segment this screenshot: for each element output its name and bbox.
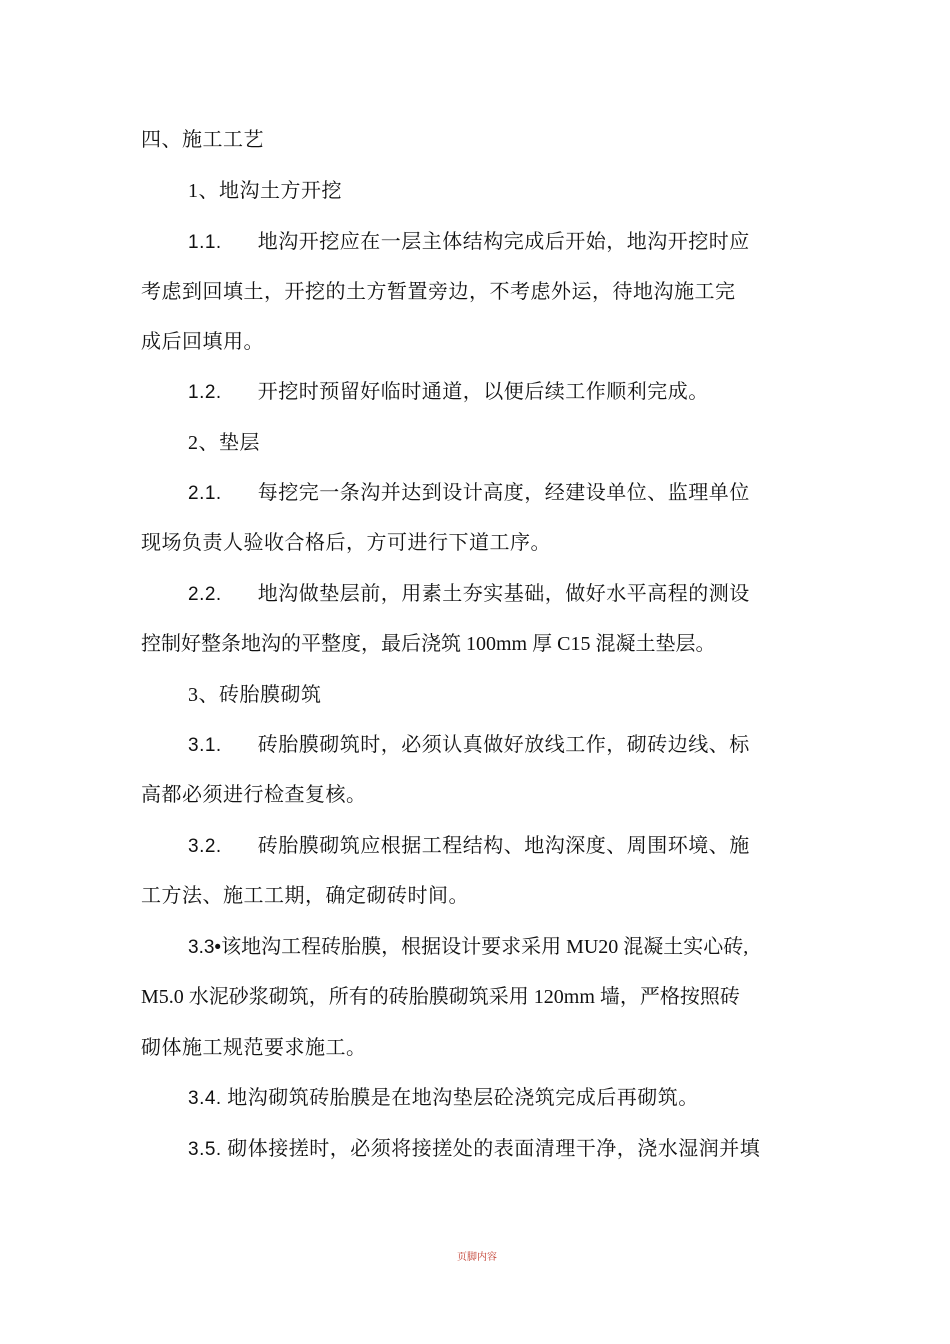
item-number: 1.1. [188, 232, 222, 253]
paragraph-3-1-line-1 [188, 731, 750, 760]
paragraph-3-4 [188, 1084, 699, 1113]
paragraph-3-5 [188, 1135, 760, 1164]
item-number: 3.5. [188, 1139, 222, 1160]
paragraph-1-1-line-2: 考虑到回填土，开挖的土方暂置旁边，不考虑外运，待地沟施工完 [141, 281, 736, 303]
item-number: 3.3• [188, 937, 222, 958]
paragraph-1-1-line-1 [188, 228, 750, 257]
paragraph-3-2-line-1 [188, 832, 750, 861]
item-number: 1.2. [188, 382, 222, 403]
paragraph-2-2-line-2: 控制好整条地沟的平整度，最后浇筑 100mm 厚 C15 混凝土垫层。 [141, 633, 716, 655]
paragraph-text: 砌体接搓时，必须将接搓处的表面清理干净，浇水湿润并填 [227, 1138, 761, 1160]
item-number: 2.1. [188, 483, 222, 504]
paragraph-text: 砖胎膜砌筑应根据工程结构、地沟深度、周围环境、施 [257, 835, 750, 857]
paragraph-3-1-line-2: 高都必须进行检查复核。 [141, 784, 367, 806]
paragraph-text: 每挖完一条沟并达到设计高度，经建设单位、监理单位 [257, 482, 750, 504]
paragraph-3-2-line-2: 工方法、施工工期，确定砌砖时间。 [141, 885, 469, 907]
subheading-brick-formwork: 3、砖胎膜砌筑 [188, 684, 322, 706]
paragraph-text: 该地沟工程砖胎膜，根据设计要求采用 MU20 混凝土实心砖, [221, 936, 749, 958]
subheading-cushion: 2、垫层 [188, 432, 260, 454]
paragraph-1-2 [188, 378, 709, 407]
paragraph-text: 开挖时预留好临时通道，以便后续工作顺利完成。 [257, 381, 709, 403]
paragraph-1-1-line-3: 成后回填用。 [141, 331, 264, 353]
paragraph-text: 砖胎膜砌筑时，必须认真做好放线工作，砌砖边线、标 [257, 734, 750, 756]
item-number: 3.4. [188, 1088, 222, 1109]
paragraph-3-3-line-3: 砌体施工规范要求施工。 [141, 1037, 367, 1059]
section-heading: 四、施工工艺 [141, 129, 264, 151]
item-number: 3.1. [188, 735, 222, 756]
paragraph-2-1-line-1 [188, 479, 750, 508]
paragraph-text: 地沟做垫层前，用素土夯实基础，做好水平高程的测设 [257, 583, 750, 605]
page-footer: 页脚内容 [457, 1252, 497, 1263]
paragraph-text: 地沟开挖应在一层主体结构完成后开始，地沟开挖时应 [257, 231, 750, 253]
item-number: 3.2. [188, 836, 222, 857]
item-number: 2.2. [188, 584, 222, 605]
paragraph-3-3-line-2: M5.0 水泥砂浆砌筑，所有的砖胎膜砌筑采用 120mm 墙，严格按照砖 [141, 986, 740, 1008]
paragraph-2-2-line-1 [188, 580, 750, 609]
paragraph-2-1-line-2: 现场负责人验收合格后，方可进行下道工序。 [141, 532, 551, 554]
paragraph-3-3-line-1 [188, 933, 748, 962]
subheading-earthwork: 1、地沟土方开挖 [188, 180, 342, 202]
paragraph-text: 地沟砌筑砖胎膜是在地沟垫层砼浇筑完成后再砌筑。 [227, 1087, 699, 1109]
